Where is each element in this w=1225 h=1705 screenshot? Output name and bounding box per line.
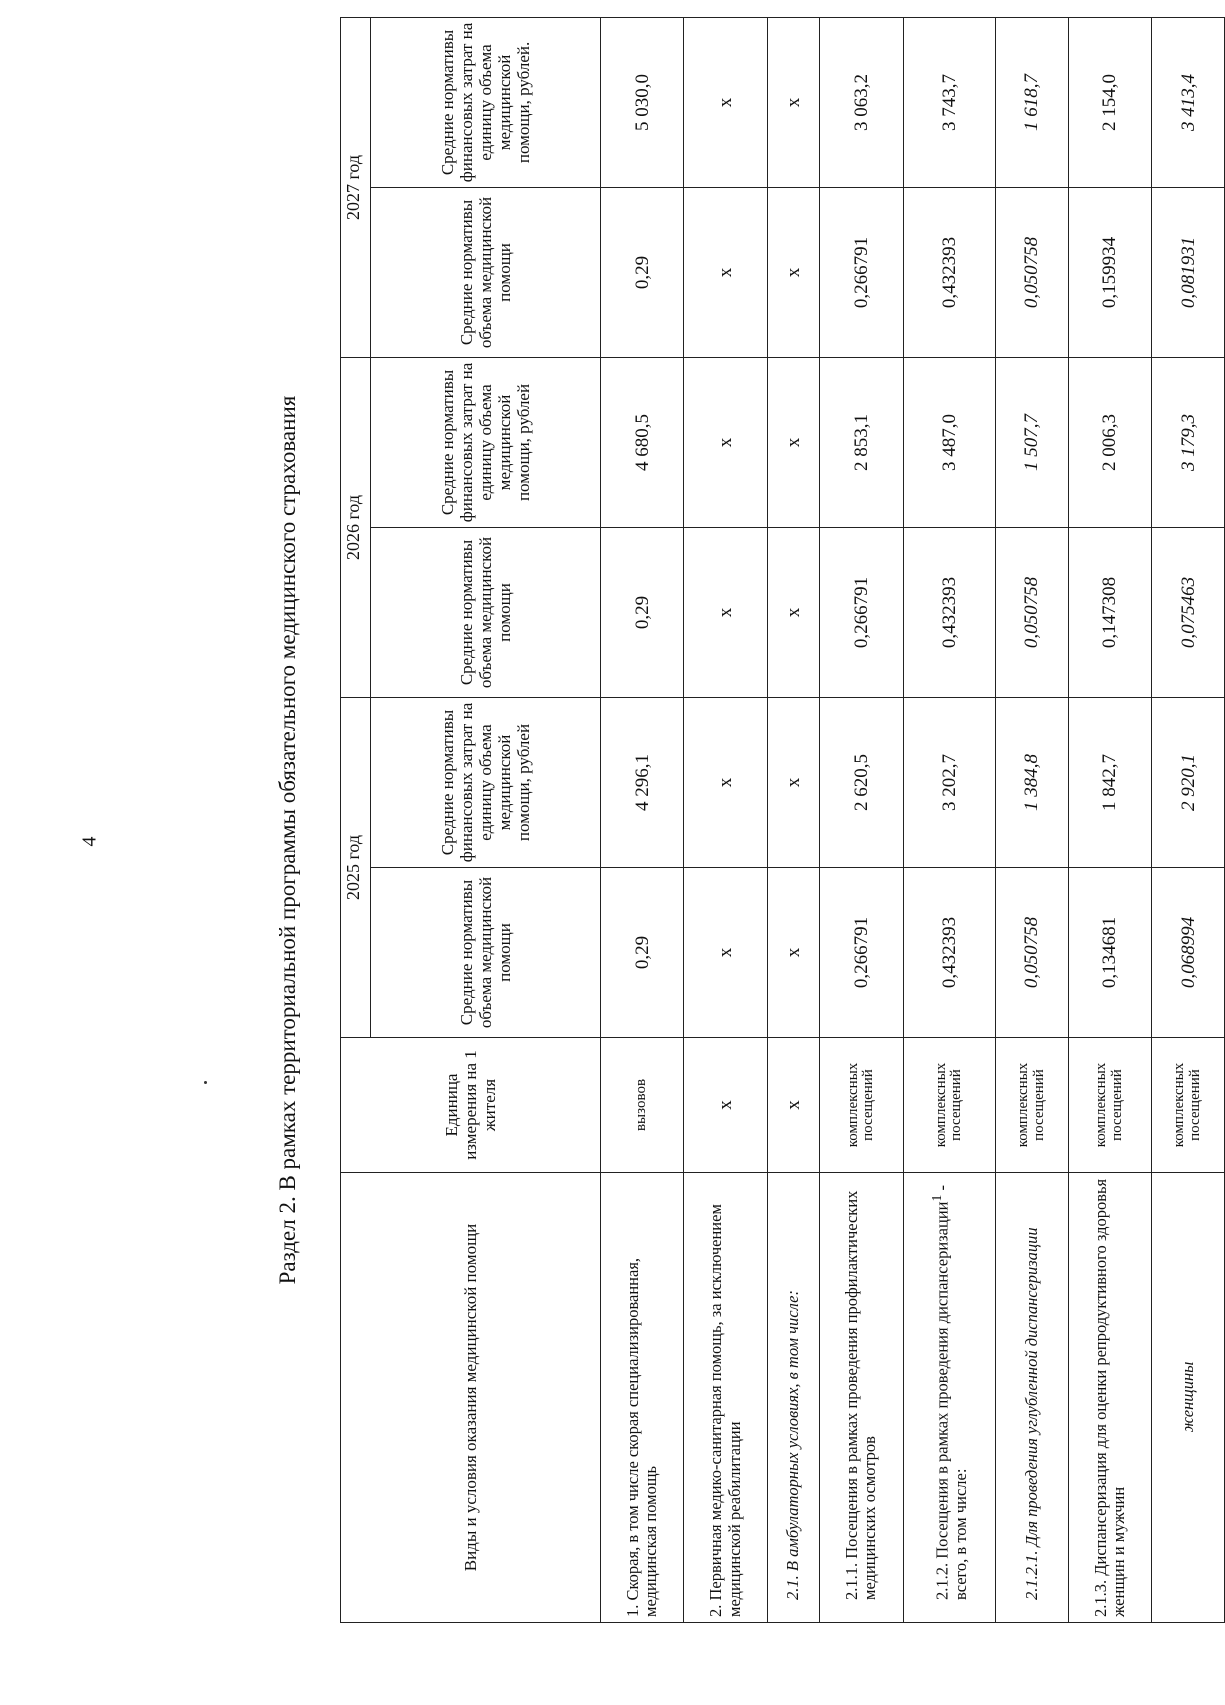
row-name: 2.1.3. Диспансеризация для оценки репродуктивного здоровья женщин и мужчин — [1068, 1173, 1151, 1623]
row-unit: комплексных посещений — [996, 1038, 1069, 1173]
cost-2027: 3 063,2 — [820, 17, 903, 187]
table-row — [1068, 17, 1151, 1622]
table-row — [767, 17, 819, 1622]
volume-2027: 0,159934 — [1068, 187, 1151, 357]
section-title: Раздел 2. В рамках территориальной программы обязательного медицинского страхования — [275, 395, 300, 1285]
cost-2025: 2 920,1 — [1152, 697, 1225, 867]
cost-2025: 4 296,1 — [601, 697, 684, 867]
table-row — [1152, 17, 1225, 1622]
cost-2027: 3 743,7 — [903, 17, 995, 187]
row-unit: вызовов — [601, 1038, 684, 1173]
row-name: 1. Скорая, в том числе скорая специализированная, медицинская помощь — [601, 1173, 684, 1623]
volume-2027: x — [684, 187, 767, 357]
row-unit: x — [684, 1038, 767, 1173]
norms-table — [340, 17, 1225, 1623]
volume-2027: 0,29 — [601, 187, 684, 357]
scan-speck — [204, 1081, 207, 1084]
row-name — [903, 1173, 995, 1623]
header-cost-2025: Средние нормативы финансовых затрат на единицу объема медицинской помощи, рублей — [371, 697, 601, 867]
volume-2026: x — [684, 527, 767, 697]
row-name: 2.1.1. Посещения в рамках проведения профилактических медицинских осмотров — [820, 1173, 903, 1623]
volume-2026: 0,29 — [601, 527, 684, 697]
table-row — [996, 17, 1069, 1622]
header-unit: Единица измерения на 1 жителя — [341, 1038, 601, 1173]
cost-2026: x — [767, 357, 819, 527]
header-cost-2027: Средние нормативы финансовых затрат на единицу объема медицинской помощи, рублей. — [371, 17, 601, 187]
volume-2026: 0,266791 — [820, 527, 903, 697]
volume-2025: x — [767, 868, 819, 1038]
row-unit: комплексных посещений — [903, 1038, 995, 1173]
volume-2025: x — [684, 868, 767, 1038]
cost-2026: 4 680,5 — [601, 357, 684, 527]
volume-2025: 0,266791 — [820, 868, 903, 1038]
cost-2026: 2 006,3 — [1068, 357, 1151, 527]
cost-2027: 5 030,0 — [601, 17, 684, 187]
section-title-container — [268, 140, 308, 1540]
row-name-text: 2.1.2. Посещения в рамках проведения диспансеризации — [932, 1201, 952, 1600]
cost-2026: 2 853,1 — [820, 357, 903, 527]
volume-2026: 0,147308 — [1068, 527, 1151, 697]
cost-2026: x — [684, 357, 767, 527]
volume-2026: 0,432393 — [903, 527, 995, 697]
cost-2027: 2 154,0 — [1068, 17, 1151, 187]
table-row — [601, 17, 684, 1622]
header-volume-2027: Средние нормативы объема медицинской помощи — [371, 187, 601, 357]
table-row — [684, 17, 767, 1622]
footnote-mark: 1 — [928, 1194, 944, 1202]
volume-2027: 0,081931 — [1152, 187, 1225, 357]
row-unit: комплексных посещений — [1152, 1038, 1225, 1173]
volume-2026: x — [767, 527, 819, 697]
header-year-2027: 2027 год — [341, 17, 371, 357]
page-number: 4 — [78, 836, 101, 847]
cost-2025: 3 202,7 — [903, 697, 995, 867]
header-year-2026: 2026 год — [341, 357, 371, 697]
volume-2027: x — [767, 187, 819, 357]
volume-2026: 0,075463 — [1152, 527, 1225, 697]
volume-2025: 0,134681 — [1068, 868, 1151, 1038]
row-name: 2.1. В амбулаторных условиях, в том числе: — [767, 1173, 819, 1623]
cost-2025: x — [684, 697, 767, 867]
volume-2027: 0,050758 — [996, 187, 1069, 357]
header-volume-2026: Средние нормативы объема медицинской помощи — [371, 527, 601, 697]
row-unit: комплексных посещений — [1068, 1038, 1151, 1173]
row-unit: комплексных посещений — [820, 1038, 903, 1173]
volume-2026: 0,050758 — [996, 527, 1069, 697]
cost-2025: 1 842,7 — [1068, 697, 1151, 867]
volume-2027: 0,432393 — [903, 187, 995, 357]
row-name: 2. Первичная медико-санитарная помощь, за исключением медицинской реабилитации — [684, 1173, 767, 1623]
header-volume-2025: Средние нормативы объема медицинской помощи — [371, 868, 601, 1038]
volume-2025: 0,050758 — [996, 868, 1069, 1038]
row-name: женщины — [1152, 1173, 1225, 1623]
cost-2025: 2 620,5 — [820, 697, 903, 867]
table-container — [340, 18, 1225, 1623]
row-name-tail: - всего, в том числе: — [932, 1185, 970, 1600]
volume-2025: 0,432393 — [903, 868, 995, 1038]
table-row — [820, 17, 903, 1622]
header-year-2025: 2025 год — [341, 697, 371, 1037]
cost-2026: 3 179,3 — [1152, 357, 1225, 527]
cost-2025: x — [767, 697, 819, 867]
row-unit: x — [767, 1038, 819, 1173]
cost-2027: x — [767, 17, 819, 187]
table-row — [903, 17, 995, 1622]
cost-2026: 1 507,7 — [996, 357, 1069, 527]
header-kind: Виды и условия оказания медицинской помощи — [341, 1173, 601, 1623]
header-cost-2026: Средние нормативы финансовых затрат на единицу объема медицинской помощи, рублей — [371, 357, 601, 527]
volume-2025: 0,29 — [601, 868, 684, 1038]
cost-2027: 1 618,7 — [996, 17, 1069, 187]
row-name: 2.1.2.1. Для проведения углубленной диспансеризации — [996, 1173, 1069, 1623]
cost-2027: x — [684, 17, 767, 187]
volume-2025: 0,068994 — [1152, 868, 1225, 1038]
cost-2027: 3 413,4 — [1152, 17, 1225, 187]
cost-2025: 1 384,8 — [996, 697, 1069, 867]
cost-2026: 3 487,0 — [903, 357, 995, 527]
volume-2027: 0,266791 — [820, 187, 903, 357]
